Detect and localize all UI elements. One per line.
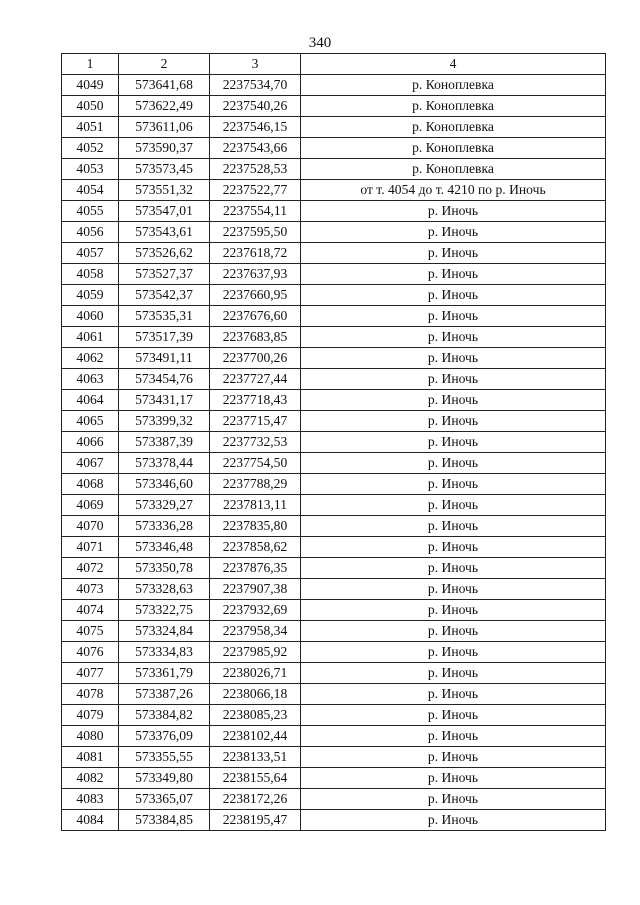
y-coordinate-cell: 2238085,23 [210, 705, 301, 726]
table-row [62, 369, 606, 390]
description-cell: р. Иночь [301, 411, 606, 432]
point-number-cell: 4065 [62, 411, 119, 432]
point-number-cell: 4074 [62, 600, 119, 621]
x-coordinate-cell: 573491,11 [119, 348, 210, 369]
point-number-cell: 4070 [62, 516, 119, 537]
x-coordinate-cell: 573573,45 [119, 159, 210, 180]
point-number-cell: 4064 [62, 390, 119, 411]
x-coordinate-cell: 573542,37 [119, 285, 210, 306]
table-row [62, 96, 606, 117]
point-number-cell: 4050 [62, 96, 119, 117]
y-coordinate-cell: 2237813,11 [210, 495, 301, 516]
y-coordinate-cell: 2238102,44 [210, 726, 301, 747]
table-row [62, 768, 606, 789]
point-number-cell: 4071 [62, 537, 119, 558]
table-row [62, 747, 606, 768]
x-coordinate-cell: 573526,62 [119, 243, 210, 264]
y-coordinate-cell: 2237528,53 [210, 159, 301, 180]
table-row [62, 180, 606, 201]
point-number-cell: 4054 [62, 180, 119, 201]
header-col-3: 3 [210, 54, 301, 75]
table-row [62, 621, 606, 642]
x-coordinate-cell: 573349,80 [119, 768, 210, 789]
description-cell: р. Иночь [301, 579, 606, 600]
table-row [62, 663, 606, 684]
description-cell: р. Иночь [301, 243, 606, 264]
point-number-cell: 4082 [62, 768, 119, 789]
table-row [62, 306, 606, 327]
header-col-2: 2 [119, 54, 210, 75]
point-number-cell: 4078 [62, 684, 119, 705]
point-number-cell: 4079 [62, 705, 119, 726]
description-cell: р. Иночь [301, 285, 606, 306]
table-row [62, 432, 606, 453]
description-cell: р. Иночь [301, 810, 606, 831]
description-cell: р. Иночь [301, 516, 606, 537]
x-coordinate-cell: 573535,31 [119, 306, 210, 327]
x-coordinate-cell: 573355,55 [119, 747, 210, 768]
y-coordinate-cell: 2237522,77 [210, 180, 301, 201]
description-cell: р. Иночь [301, 705, 606, 726]
x-coordinate-cell: 573611,06 [119, 117, 210, 138]
table-row [62, 600, 606, 621]
y-coordinate-cell: 2237637,93 [210, 264, 301, 285]
point-number-cell: 4060 [62, 306, 119, 327]
x-coordinate-cell: 573329,27 [119, 495, 210, 516]
description-cell: р. Иночь [301, 768, 606, 789]
point-number-cell: 4067 [62, 453, 119, 474]
y-coordinate-cell: 2237835,80 [210, 516, 301, 537]
table-row [62, 558, 606, 579]
description-cell: р. Иночь [301, 369, 606, 390]
table-row [62, 411, 606, 432]
x-coordinate-cell: 573336,28 [119, 516, 210, 537]
description-cell: р. Иночь [301, 537, 606, 558]
point-number-cell: 4055 [62, 201, 119, 222]
x-coordinate-cell: 573543,61 [119, 222, 210, 243]
y-coordinate-cell: 2237718,43 [210, 390, 301, 411]
table-row [62, 201, 606, 222]
coordinates-table [61, 53, 606, 831]
point-number-cell: 4084 [62, 810, 119, 831]
y-coordinate-cell: 2238066,18 [210, 684, 301, 705]
x-coordinate-cell: 573622,49 [119, 96, 210, 117]
point-number-cell: 4057 [62, 243, 119, 264]
x-coordinate-cell: 573365,07 [119, 789, 210, 810]
y-coordinate-cell: 2237907,38 [210, 579, 301, 600]
description-cell: р. Иночь [301, 201, 606, 222]
point-number-cell: 4073 [62, 579, 119, 600]
point-number-cell: 4053 [62, 159, 119, 180]
x-coordinate-cell: 573551,32 [119, 180, 210, 201]
x-coordinate-cell: 573322,75 [119, 600, 210, 621]
description-cell: р. Иночь [301, 222, 606, 243]
header-col-4: 4 [301, 54, 606, 75]
description-cell: р. Иночь [301, 642, 606, 663]
description-cell: р. Иночь [301, 726, 606, 747]
table-row [62, 75, 606, 96]
description-cell: р. Коноплевка [301, 75, 606, 96]
description-cell: р. Коноплевка [301, 117, 606, 138]
description-cell: р. Иночь [301, 789, 606, 810]
x-coordinate-cell: 573454,76 [119, 369, 210, 390]
y-coordinate-cell: 2237932,69 [210, 600, 301, 621]
table-row [62, 810, 606, 831]
x-coordinate-cell: 573346,60 [119, 474, 210, 495]
y-coordinate-cell: 2238155,64 [210, 768, 301, 789]
x-coordinate-cell: 573387,26 [119, 684, 210, 705]
description-cell: р. Иночь [301, 348, 606, 369]
y-coordinate-cell: 2237985,92 [210, 642, 301, 663]
y-coordinate-cell: 2237543,66 [210, 138, 301, 159]
y-coordinate-cell: 2237683,85 [210, 327, 301, 348]
table-body [62, 75, 606, 831]
point-number-cell: 4059 [62, 285, 119, 306]
x-coordinate-cell: 573376,09 [119, 726, 210, 747]
y-coordinate-cell: 2237727,44 [210, 369, 301, 390]
table-row [62, 390, 606, 411]
y-coordinate-cell: 2237788,29 [210, 474, 301, 495]
point-number-cell: 4080 [62, 726, 119, 747]
x-coordinate-cell: 573361,79 [119, 663, 210, 684]
y-coordinate-cell: 2237858,62 [210, 537, 301, 558]
table-row [62, 495, 606, 516]
x-coordinate-cell: 573378,44 [119, 453, 210, 474]
description-cell: р. Иночь [301, 600, 606, 621]
table-row [62, 516, 606, 537]
x-coordinate-cell: 573387,39 [119, 432, 210, 453]
y-coordinate-cell: 2237554,11 [210, 201, 301, 222]
table-row [62, 327, 606, 348]
x-coordinate-cell: 573641,68 [119, 75, 210, 96]
point-number-cell: 4051 [62, 117, 119, 138]
table-row [62, 684, 606, 705]
point-number-cell: 4062 [62, 348, 119, 369]
y-coordinate-cell: 2237732,53 [210, 432, 301, 453]
table-row [62, 222, 606, 243]
point-number-cell: 4077 [62, 663, 119, 684]
table-header [62, 54, 606, 75]
description-cell: р. Коноплевка [301, 138, 606, 159]
point-number-cell: 4068 [62, 474, 119, 495]
point-number-cell: 4072 [62, 558, 119, 579]
description-cell: р. Коноплевка [301, 96, 606, 117]
header-col-1: 1 [62, 54, 119, 75]
point-number-cell: 4075 [62, 621, 119, 642]
x-coordinate-cell: 573334,83 [119, 642, 210, 663]
y-coordinate-cell: 2237540,26 [210, 96, 301, 117]
description-cell: р. Иночь [301, 264, 606, 285]
table-row [62, 159, 606, 180]
point-number-cell: 4061 [62, 327, 119, 348]
x-coordinate-cell: 573431,17 [119, 390, 210, 411]
y-coordinate-cell: 2237595,50 [210, 222, 301, 243]
table-row [62, 642, 606, 663]
point-number-cell: 4081 [62, 747, 119, 768]
y-coordinate-cell: 2238026,71 [210, 663, 301, 684]
header-row [62, 54, 606, 75]
table-row [62, 579, 606, 600]
description-cell: р. Иночь [301, 663, 606, 684]
table-row [62, 453, 606, 474]
point-number-cell: 4069 [62, 495, 119, 516]
table-row [62, 726, 606, 747]
y-coordinate-cell: 2238172,26 [210, 789, 301, 810]
y-coordinate-cell: 2237534,70 [210, 75, 301, 96]
y-coordinate-cell: 2237754,50 [210, 453, 301, 474]
x-coordinate-cell: 573527,37 [119, 264, 210, 285]
y-coordinate-cell: 2237618,72 [210, 243, 301, 264]
point-number-cell: 4058 [62, 264, 119, 285]
description-cell: р. Иночь [301, 453, 606, 474]
description-cell: р. Иночь [301, 558, 606, 579]
y-coordinate-cell: 2238195,47 [210, 810, 301, 831]
table-row [62, 243, 606, 264]
table-row [62, 537, 606, 558]
point-number-cell: 4083 [62, 789, 119, 810]
point-number-cell: 4076 [62, 642, 119, 663]
description-cell: р. Иночь [301, 684, 606, 705]
y-coordinate-cell: 2237958,34 [210, 621, 301, 642]
description-cell: р. Иночь [301, 390, 606, 411]
x-coordinate-cell: 573324,84 [119, 621, 210, 642]
point-number-cell: 4066 [62, 432, 119, 453]
x-coordinate-cell: 573346,48 [119, 537, 210, 558]
page-number: 340 [308, 35, 332, 51]
point-number-cell: 4052 [62, 138, 119, 159]
table-row [62, 264, 606, 285]
description-cell: р. Коноплевка [301, 159, 606, 180]
x-coordinate-cell: 573328,63 [119, 579, 210, 600]
table-row [62, 138, 606, 159]
description-cell: р. Иночь [301, 432, 606, 453]
table-row [62, 474, 606, 495]
table-row [62, 705, 606, 726]
x-coordinate-cell: 573399,32 [119, 411, 210, 432]
description-cell: р. Иночь [301, 327, 606, 348]
description-cell: р. Иночь [301, 306, 606, 327]
y-coordinate-cell: 2237546,15 [210, 117, 301, 138]
y-coordinate-cell: 2237676,60 [210, 306, 301, 327]
y-coordinate-cell: 2238133,51 [210, 747, 301, 768]
description-cell: от т. 4054 до т. 4210 по р. Иночь [301, 180, 606, 201]
table-row [62, 285, 606, 306]
x-coordinate-cell: 573384,85 [119, 810, 210, 831]
x-coordinate-cell: 573517,39 [119, 327, 210, 348]
table-row [62, 117, 606, 138]
description-cell: р. Иночь [301, 495, 606, 516]
table-row [62, 789, 606, 810]
description-cell: р. Иночь [301, 621, 606, 642]
table-row [62, 348, 606, 369]
y-coordinate-cell: 2237715,47 [210, 411, 301, 432]
point-number-cell: 4049 [62, 75, 119, 96]
x-coordinate-cell: 573590,37 [119, 138, 210, 159]
x-coordinate-cell: 573384,82 [119, 705, 210, 726]
y-coordinate-cell: 2237660,95 [210, 285, 301, 306]
x-coordinate-cell: 573350,78 [119, 558, 210, 579]
y-coordinate-cell: 2237700,26 [210, 348, 301, 369]
point-number-cell: 4063 [62, 369, 119, 390]
description-cell: р. Иночь [301, 747, 606, 768]
x-coordinate-cell: 573547,01 [119, 201, 210, 222]
description-cell: р. Иночь [301, 474, 606, 495]
point-number-cell: 4056 [62, 222, 119, 243]
y-coordinate-cell: 2237876,35 [210, 558, 301, 579]
